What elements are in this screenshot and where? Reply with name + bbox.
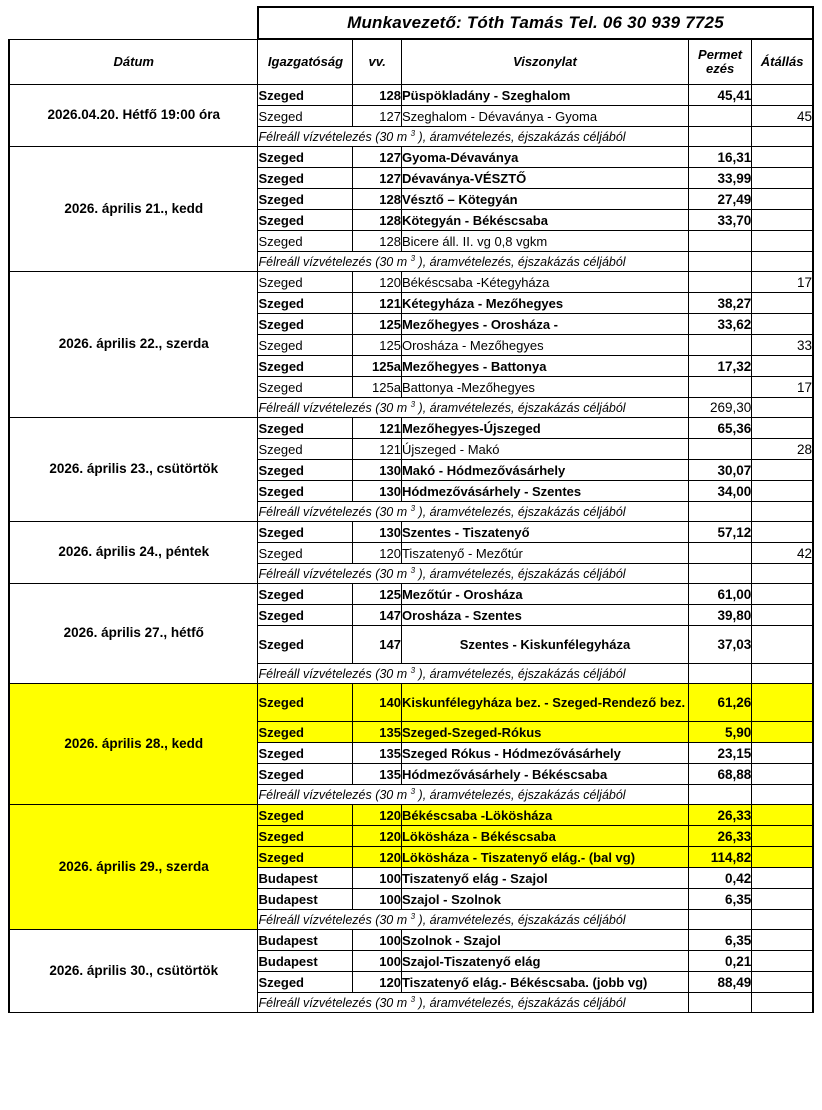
cell-vv: 128 <box>353 189 402 210</box>
note-text: Félreáll vízvételezés (30 m $^3$ ), áramvételezés, éjszakázás céljából <box>258 127 688 147</box>
date-cell: 2026. április 30., csütörtök <box>9 930 258 1013</box>
cell-atallas <box>752 951 813 972</box>
date-cell: 2026. április 27., hétfő <box>9 584 258 684</box>
cell-vv: 135 <box>353 743 402 764</box>
cell-viszonylat: Szeghalom - Dévaványa - Gyoma <box>401 106 688 127</box>
cell-atallas <box>752 722 813 743</box>
cell-atallas <box>752 481 813 502</box>
note-permetezes-total <box>688 910 751 930</box>
cell-permetezes: 27,49 <box>688 189 751 210</box>
cell-viszonylat: Lökösháza - Békéscsaba <box>401 826 688 847</box>
cell-viszonylat: Mezőtúr - Orosháza <box>401 584 688 605</box>
cell-igazgatosag: Szeged <box>258 847 353 868</box>
cell-vv: 121 <box>353 418 402 439</box>
cell-igazgatosag: Szeged <box>258 439 353 460</box>
title-row <box>9 7 813 39</box>
cell-permetezes: 68,88 <box>688 764 751 785</box>
date-cell: 2026. április 21., kedd <box>9 147 258 272</box>
column-header-permetezes <box>688 39 751 85</box>
cell-permetezes: 39,80 <box>688 605 751 626</box>
cell-atallas: 33 <box>752 335 813 356</box>
cell-viszonylat: Tiszatenyő elág.- Békéscsaba. (jobb vg) <box>401 972 688 993</box>
cell-vv: 130 <box>353 522 402 543</box>
cell-permetezes <box>688 231 751 252</box>
cell-igazgatosag: Szeged <box>258 626 353 664</box>
note-text: Félreáll vízvételezés (30 m $^3$ ), áramvételezés, éjszakázás céljából <box>258 664 688 684</box>
cell-igazgatosag: Szeged <box>258 684 353 722</box>
cell-viszonylat: Újszeged - Makó <box>401 439 688 460</box>
table-row <box>9 418 813 439</box>
cell-vv: 120 <box>353 272 402 293</box>
cell-viszonylat: Makó - Hódmezővásárhely <box>401 460 688 481</box>
date-cell: 2026. április 29., szerda <box>9 805 258 930</box>
cell-viszonylat: Tiszatenyő - Mezőtúr <box>401 543 688 564</box>
cell-vv: 130 <box>353 460 402 481</box>
cell-viszonylat: Szeged-Szeged-Rókus <box>401 722 688 743</box>
permetezes-line2: ezés <box>705 61 735 76</box>
cell-atallas <box>752 293 813 314</box>
column-header-viszonylat: Viszonylat <box>401 39 688 85</box>
cell-vv: 120 <box>353 826 402 847</box>
cell-atallas: 17 <box>752 377 813 398</box>
cell-igazgatosag: Szeged <box>258 826 353 847</box>
cell-atallas <box>752 147 813 168</box>
cell-igazgatosag: Budapest <box>258 889 353 910</box>
cell-permetezes: 61,00 <box>688 584 751 605</box>
cell-atallas: 28 <box>752 439 813 460</box>
cell-atallas <box>752 889 813 910</box>
cell-permetezes: 33,62 <box>688 314 751 335</box>
cell-viszonylat: Szeged Rókus - Hódmezővásárhely <box>401 743 688 764</box>
cell-viszonylat: Tiszatenyő elág - Szajol <box>401 868 688 889</box>
cell-vv: 125 <box>353 584 402 605</box>
table-row <box>9 805 813 826</box>
note-atallas-blank <box>752 664 813 684</box>
cell-atallas <box>752 826 813 847</box>
cell-viszonylat: Battonya -Mezőhegyes <box>401 377 688 398</box>
table-row <box>9 85 813 106</box>
cell-viszonylat: Mezőhegyes-Újszeged <box>401 418 688 439</box>
cell-igazgatosag: Szeged <box>258 147 353 168</box>
note-permetezes-total <box>688 785 751 805</box>
cell-igazgatosag: Szeged <box>258 106 353 127</box>
cell-permetezes: 26,33 <box>688 826 751 847</box>
date-cell: 2026. április 24., péntek <box>9 522 258 584</box>
cell-vv: 135 <box>353 764 402 785</box>
cell-viszonylat: Szolnok - Szajol <box>401 930 688 951</box>
cell-vv: 127 <box>353 147 402 168</box>
cell-igazgatosag: Budapest <box>258 951 353 972</box>
cell-vv: 125 <box>353 314 402 335</box>
cell-vv: 135 <box>353 722 402 743</box>
cell-atallas <box>752 743 813 764</box>
cell-igazgatosag: Szeged <box>258 805 353 826</box>
cell-atallas <box>752 930 813 951</box>
column-header-vv: vv. <box>353 39 402 85</box>
cell-igazgatosag: Szeged <box>258 210 353 231</box>
note-permetezes-total <box>688 252 751 272</box>
cell-permetezes <box>688 272 751 293</box>
cell-viszonylat: Szentes - Kiskunfélegyháza <box>401 626 688 664</box>
cell-viszonylat: Dévaványa-VÉSZTŐ <box>401 168 688 189</box>
cell-vv: 100 <box>353 868 402 889</box>
header-row <box>9 39 813 85</box>
cell-igazgatosag: Szeged <box>258 189 353 210</box>
cell-viszonylat: Békéscsaba -Lökösháza <box>401 805 688 826</box>
cell-atallas <box>752 231 813 252</box>
cell-vv: 120 <box>353 847 402 868</box>
cell-permetezes: 33,99 <box>688 168 751 189</box>
cell-permetezes: 45,41 <box>688 85 751 106</box>
cell-igazgatosag: Szeged <box>258 293 353 314</box>
cell-permetezes <box>688 439 751 460</box>
cell-atallas <box>752 85 813 106</box>
cell-permetezes: 6,35 <box>688 889 751 910</box>
cell-viszonylat: Szajol - Szolnok <box>401 889 688 910</box>
schedule-table <box>8 6 814 1013</box>
cell-igazgatosag: Szeged <box>258 543 353 564</box>
table-row <box>9 684 813 722</box>
note-atallas-blank <box>752 564 813 584</box>
note-permetezes-total <box>688 664 751 684</box>
cell-atallas: 45 <box>752 106 813 127</box>
cell-atallas <box>752 189 813 210</box>
cell-atallas <box>752 764 813 785</box>
cell-vv: 147 <box>353 626 402 664</box>
cell-permetezes: 0,42 <box>688 868 751 889</box>
cell-permetezes: 65,36 <box>688 418 751 439</box>
cell-atallas <box>752 805 813 826</box>
cell-igazgatosag: Szeged <box>258 314 353 335</box>
cell-permetezes: 30,07 <box>688 460 751 481</box>
note-text: Félreáll vízvételezés (30 m $^3$ ), áramvételezés, éjszakázás céljából <box>258 910 688 930</box>
note-text: Félreáll vízvételezés (30 m $^3$ ), áramvételezés, éjszakázás céljából <box>258 785 688 805</box>
cell-atallas <box>752 847 813 868</box>
cell-vv: 120 <box>353 805 402 826</box>
table-row <box>9 272 813 293</box>
column-header-igazgatosag: Igazgatóság <box>258 39 353 85</box>
note-atallas-blank <box>752 993 813 1013</box>
note-permetezes-total <box>688 127 751 147</box>
cell-viszonylat: Hódmezővásárhely - Békéscsaba <box>401 764 688 785</box>
cell-atallas <box>752 584 813 605</box>
cell-igazgatosag: Szeged <box>258 335 353 356</box>
cell-atallas <box>752 168 813 189</box>
note-atallas-blank <box>752 127 813 147</box>
cell-igazgatosag: Szeged <box>258 460 353 481</box>
cell-atallas <box>752 418 813 439</box>
cell-atallas: 17 <box>752 272 813 293</box>
cell-igazgatosag: Szeged <box>258 272 353 293</box>
table-row <box>9 930 813 951</box>
cell-igazgatosag: Szeged <box>258 418 353 439</box>
cell-igazgatosag: Budapest <box>258 868 353 889</box>
cell-permetezes <box>688 377 751 398</box>
column-header-datum: Dátum <box>9 39 258 85</box>
note-text: Félreáll vízvételezés (30 m $^3$ ), áramvételezés, éjszakázás céljából <box>258 993 688 1013</box>
cell-viszonylat: Szajol-Tiszatenyő elág <box>401 951 688 972</box>
cell-igazgatosag: Szeged <box>258 168 353 189</box>
cell-viszonylat: Orosháza - Mezőhegyes <box>401 335 688 356</box>
date-cell: 2026. április 28., kedd <box>9 684 258 805</box>
cell-permetezes: 5,90 <box>688 722 751 743</box>
cell-vv: 121 <box>353 293 402 314</box>
date-cell: 2026. április 22., szerda <box>9 272 258 418</box>
note-atallas-blank <box>752 398 813 418</box>
cell-atallas <box>752 605 813 626</box>
cell-atallas <box>752 868 813 889</box>
cell-viszonylat: Püspökladány - Szeghalom <box>401 85 688 106</box>
cell-igazgatosag: Szeged <box>258 356 353 377</box>
cell-viszonylat: Békéscsaba -Kétegyháza <box>401 272 688 293</box>
cell-vv: 140 <box>353 684 402 722</box>
cell-permetezes: 38,27 <box>688 293 751 314</box>
cell-igazgatosag: Szeged <box>258 972 353 993</box>
cell-permetezes: 34,00 <box>688 481 751 502</box>
cell-viszonylat: Bicere áll. II. vg 0,8 vgkm <box>401 231 688 252</box>
note-text: Félreáll vízvételezés (30 m $^3$ ), áramvételezés, éjszakázás céljából <box>258 502 688 522</box>
cell-viszonylat: Mezőhegyes - Battonya <box>401 356 688 377</box>
note-permetezes-total <box>688 993 751 1013</box>
cell-igazgatosag: Szeged <box>258 764 353 785</box>
cell-viszonylat: Kétegyháza - Mezőhegyes <box>401 293 688 314</box>
cell-igazgatosag: Budapest <box>258 930 353 951</box>
cell-atallas <box>752 684 813 722</box>
cell-vv: 127 <box>353 168 402 189</box>
permetezes-line1: Permet <box>698 47 743 63</box>
cell-vv: 100 <box>353 951 402 972</box>
cell-igazgatosag: Szeged <box>258 377 353 398</box>
cell-igazgatosag: Szeged <box>258 522 353 543</box>
cell-viszonylat: Kötegyán - Békéscsaba <box>401 210 688 231</box>
cell-igazgatosag: Szeged <box>258 481 353 502</box>
note-atallas-blank <box>752 252 813 272</box>
column-header-atallas: Átállás <box>752 39 813 85</box>
table-row <box>9 147 813 168</box>
cell-vv: 125a <box>353 377 402 398</box>
cell-vv: 125 <box>353 335 402 356</box>
cell-vv: 128 <box>353 85 402 106</box>
cell-viszonylat: Kiskunfélegyháza bez. - Szeged-Rendező bez. <box>401 684 688 722</box>
cell-permetezes: 17,32 <box>688 356 751 377</box>
cell-permetezes: 6,35 <box>688 930 751 951</box>
cell-permetezes: 26,33 <box>688 805 751 826</box>
cell-igazgatosag: Szeged <box>258 231 353 252</box>
cell-viszonylat: Szentes - Tiszatenyő <box>401 522 688 543</box>
document-title: Munkavezető: Tóth Tamás Tel. 06 30 939 7725 <box>258 7 813 39</box>
cell-permetezes: 88,49 <box>688 972 751 993</box>
cell-atallas <box>752 972 813 993</box>
cell-vv: 147 <box>353 605 402 626</box>
note-permetezes-total <box>688 564 751 584</box>
table-row <box>9 522 813 543</box>
date-cell: 2026.04.20. Hétfő 19:00 óra <box>9 85 258 147</box>
cell-permetezes: 114,82 <box>688 847 751 868</box>
cell-vv: 128 <box>353 231 402 252</box>
cell-vv: 100 <box>353 889 402 910</box>
cell-viszonylat: Lökösháza - Tiszatenyő elág.- (bal vg) <box>401 847 688 868</box>
cell-viszonylat: Orosháza - Szentes <box>401 605 688 626</box>
cell-viszonylat: Vésztő – Kötegyán <box>401 189 688 210</box>
cell-vv: 127 <box>353 106 402 127</box>
cell-permetezes: 61,26 <box>688 684 751 722</box>
cell-permetezes: 0,21 <box>688 951 751 972</box>
cell-vv: 130 <box>353 481 402 502</box>
cell-igazgatosag: Szeged <box>258 743 353 764</box>
cell-atallas <box>752 522 813 543</box>
date-cell: 2026. április 23., csütörtök <box>9 418 258 522</box>
cell-atallas <box>752 314 813 335</box>
schedule-body <box>9 85 813 1013</box>
cell-atallas <box>752 356 813 377</box>
title-spacer <box>9 7 258 39</box>
cell-permetezes <box>688 543 751 564</box>
cell-viszonylat: Hódmezővásárhely - Szentes <box>401 481 688 502</box>
table-row <box>9 584 813 605</box>
cell-permetezes: 23,15 <box>688 743 751 764</box>
cell-permetezes <box>688 106 751 127</box>
cell-permetezes: 57,12 <box>688 522 751 543</box>
note-text: Félreáll vízvételezés (30 m $^3$ ), áramvételezés, éjszakázás céljából <box>258 398 688 418</box>
cell-permetezes: 33,70 <box>688 210 751 231</box>
cell-vv: 128 <box>353 210 402 231</box>
cell-permetezes <box>688 335 751 356</box>
cell-vv: 121 <box>353 439 402 460</box>
cell-vv: 120 <box>353 972 402 993</box>
note-permetezes-total: 269,30 <box>688 398 751 418</box>
cell-vv: 100 <box>353 930 402 951</box>
note-atallas-blank <box>752 910 813 930</box>
note-text: Félreáll vízvételezés (30 m $^3$ ), áramvételezés, éjszakázás céljából <box>258 252 688 272</box>
cell-atallas <box>752 626 813 664</box>
note-permetezes-total <box>688 502 751 522</box>
cell-viszonylat: Mezőhegyes - Orosháza - <box>401 314 688 335</box>
cell-igazgatosag: Szeged <box>258 584 353 605</box>
cell-atallas <box>752 210 813 231</box>
cell-igazgatosag: Szeged <box>258 722 353 743</box>
note-text: Félreáll vízvételezés (30 m $^3$ ), áramvételezés, éjszakázás céljából <box>258 564 688 584</box>
cell-atallas <box>752 460 813 481</box>
cell-vv: 125a <box>353 356 402 377</box>
cell-vv: 120 <box>353 543 402 564</box>
note-atallas-blank <box>752 785 813 805</box>
cell-igazgatosag: Szeged <box>258 605 353 626</box>
cell-permetezes: 37,03 <box>688 626 751 664</box>
cell-permetezes: 16,31 <box>688 147 751 168</box>
cell-igazgatosag: Szeged <box>258 85 353 106</box>
note-atallas-blank <box>752 502 813 522</box>
cell-atallas: 42 <box>752 543 813 564</box>
cell-viszonylat: Gyoma-Dévaványa <box>401 147 688 168</box>
